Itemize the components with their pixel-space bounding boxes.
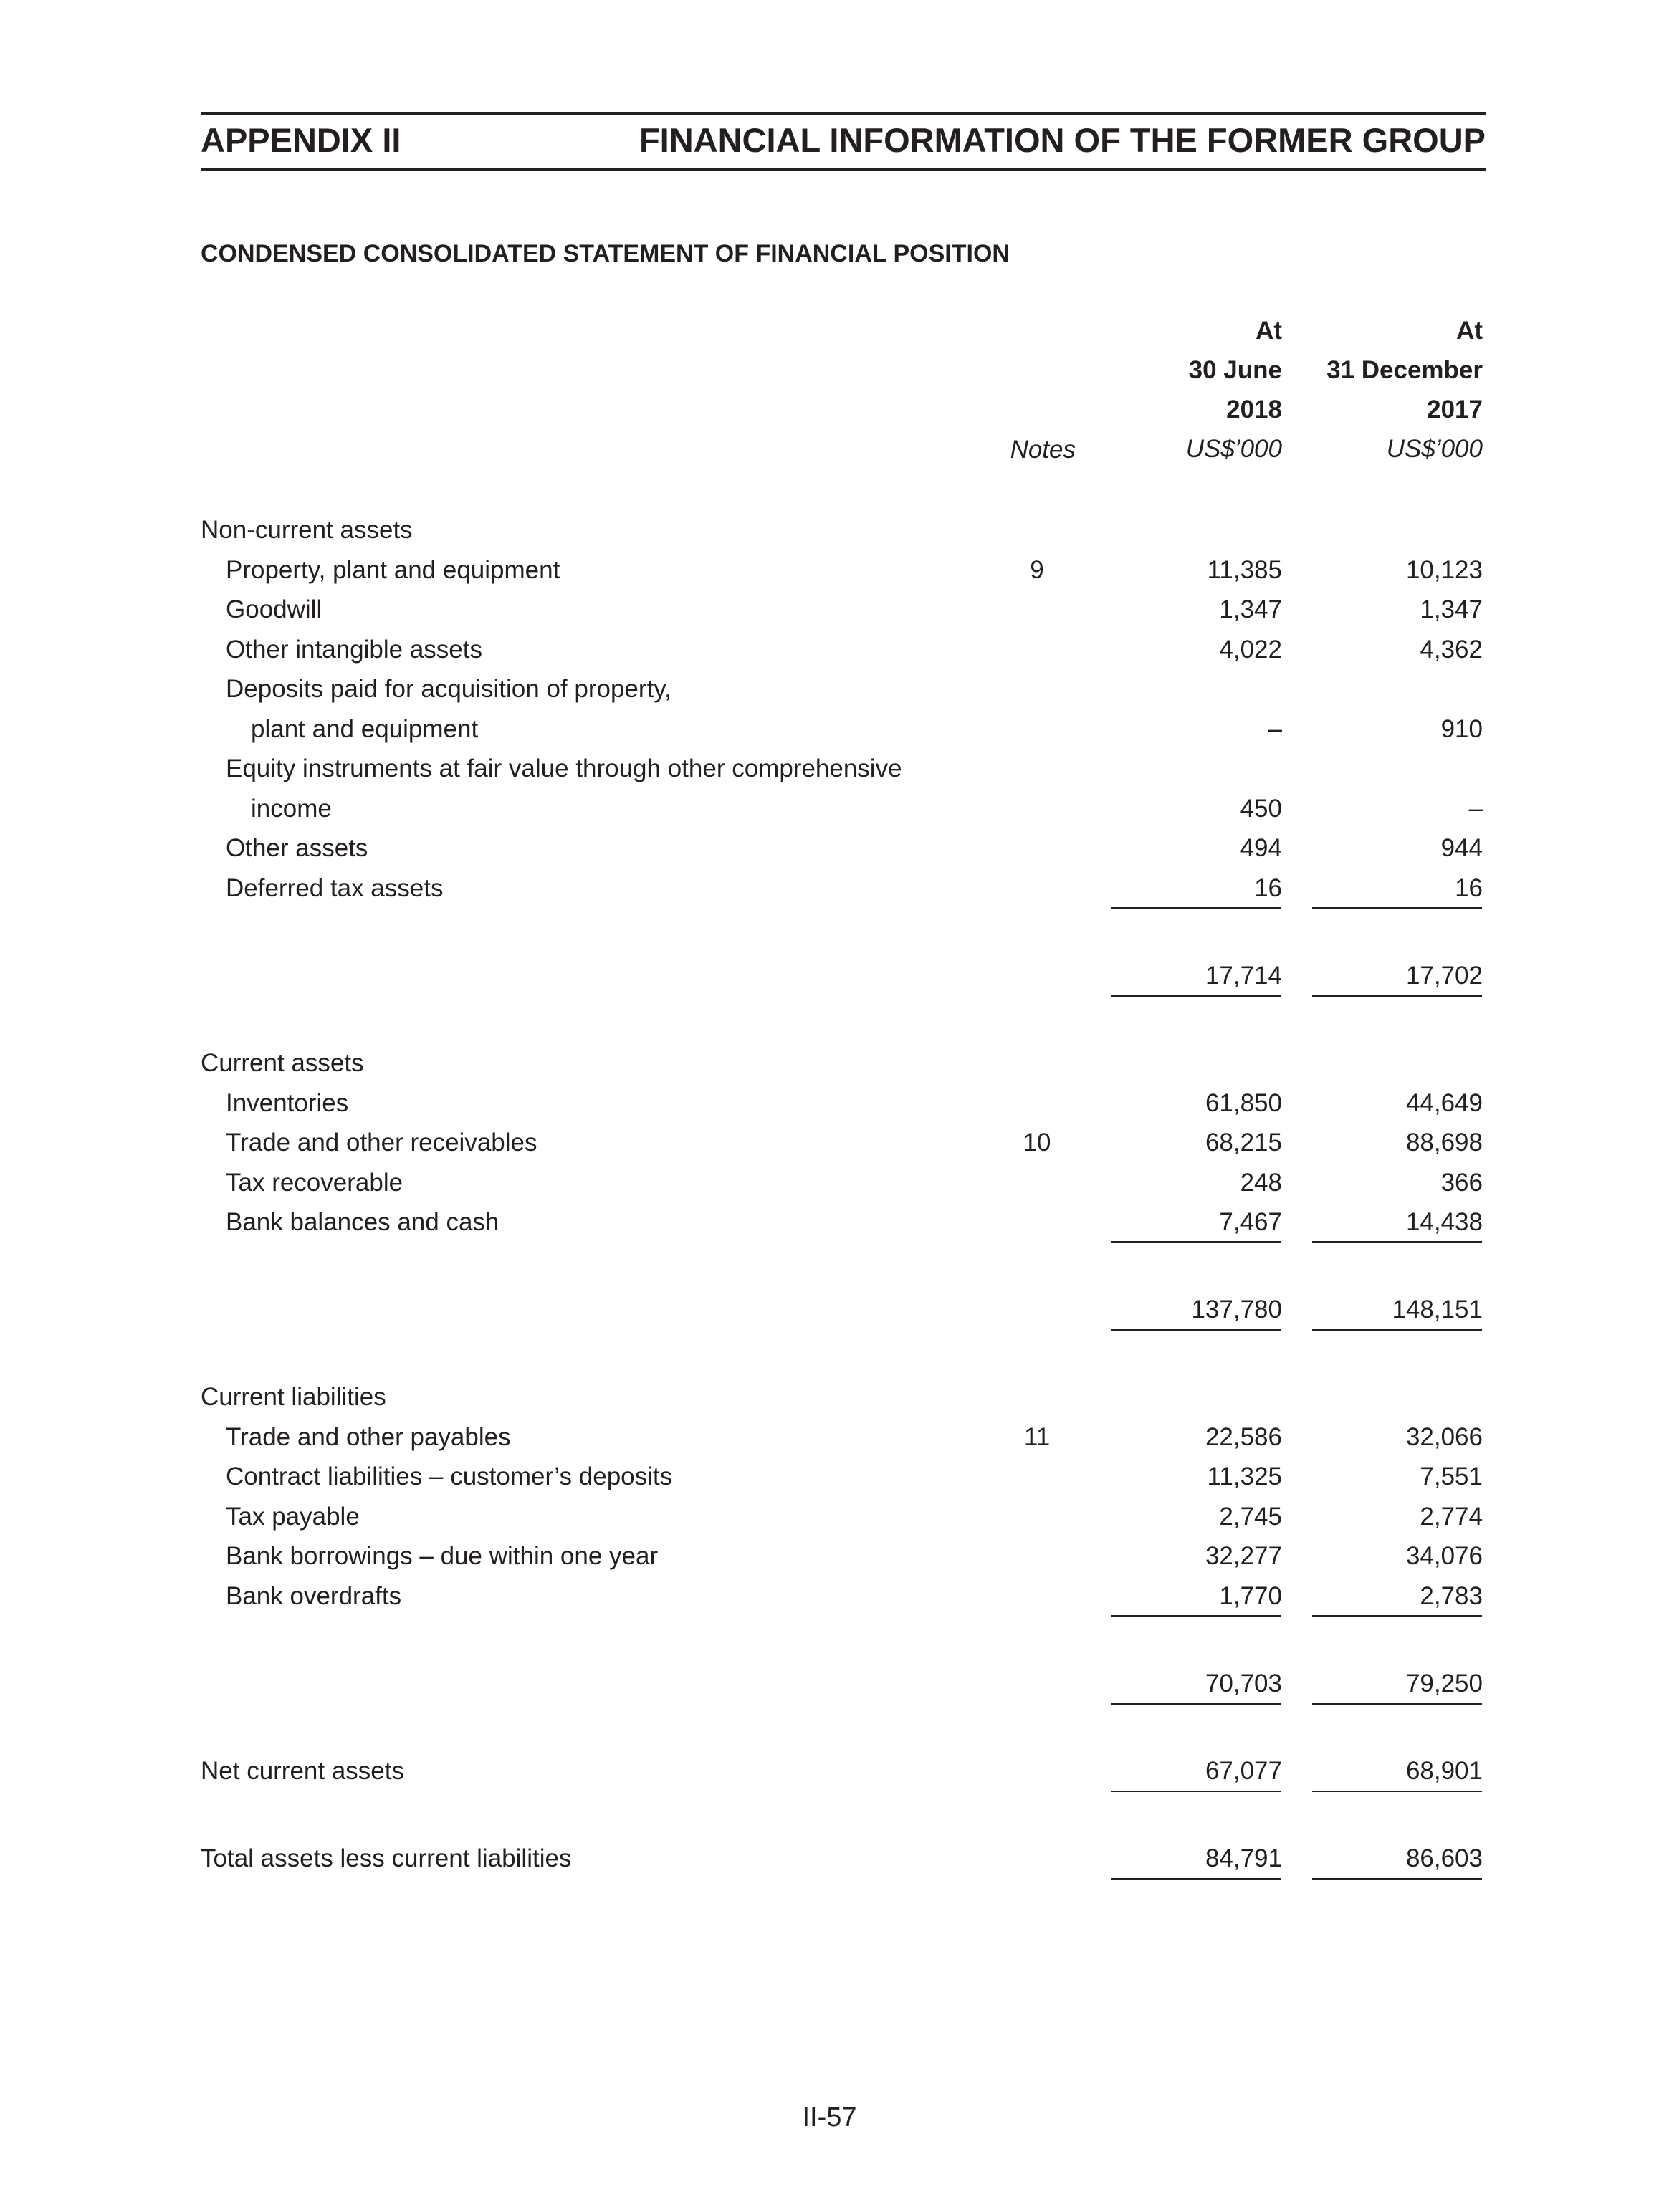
header-top-rule (201, 112, 1486, 115)
row-label: Contract liabilities – customer’s deposits (226, 1462, 673, 1490)
appendix-label: APPENDIX II (201, 121, 401, 159)
row-value-2018: 4,022 (1219, 636, 1282, 664)
row-label: Deferred tax assets (226, 874, 444, 902)
total-rule (1111, 995, 1281, 997)
row-value-2018: 67,077 (1205, 1757, 1282, 1785)
row-value-2017: 88,698 (1405, 1129, 1483, 1157)
row-value-2018: 450 (1240, 795, 1282, 823)
table-row (0, 1751, 1659, 1791)
row-label: Bank overdrafts (226, 1582, 402, 1610)
total-rule (1312, 995, 1482, 997)
subtotal-rule (1312, 1615, 1482, 1617)
row-value-2017: 2,783 (1420, 1582, 1483, 1610)
subtotal-row (0, 1290, 1659, 1329)
row-label: Goodwill (226, 595, 322, 623)
total-rule (1111, 1791, 1281, 1792)
row-label: Non-current assets (201, 516, 413, 544)
row-value-2018: 61,850 (1205, 1089, 1282, 1117)
table-row (0, 1576, 1659, 1616)
table-row (0, 709, 1659, 749)
row-value-2018: – (1268, 715, 1282, 743)
subtotal-rule (1111, 1615, 1281, 1617)
table-row (0, 1457, 1659, 1496)
row-value-2017: 44,649 (1405, 1089, 1483, 1117)
table-row (0, 1163, 1659, 1202)
col2-line2: 31 December (1326, 356, 1483, 384)
row-label: Trade and other payables (226, 1423, 511, 1451)
subtotal-rule (1111, 907, 1281, 909)
total-rule (1111, 1329, 1281, 1331)
row-value-2018: 17,714 (1205, 962, 1282, 990)
row-value-2017: 79,250 (1405, 1670, 1483, 1698)
subtotal-row (0, 956, 1659, 995)
row-value-2017: 148,151 (1392, 1296, 1483, 1323)
row-label: Tax recoverable (226, 1169, 403, 1197)
table-row (0, 1043, 1659, 1083)
row-value-2018: 11,385 (1207, 556, 1282, 584)
appendix-title: FINANCIAL INFORMATION OF THE FORMER GROUP (639, 121, 1486, 159)
table-row (0, 828, 1659, 868)
statement-title: CONDENSED CONSOLIDATED STATEMENT OF FINANCIAL POSITION (201, 240, 1010, 267)
row-label: Net current assets (201, 1757, 404, 1785)
table-row (0, 868, 1659, 908)
subtotal-rule (1312, 1241, 1482, 1243)
row-value-2017: 14,438 (1405, 1208, 1483, 1236)
col2-unit: US$’000 (1386, 435, 1483, 463)
row-label: Property, plant and equipment (226, 556, 560, 584)
total-rule (1312, 1878, 1482, 1880)
row-label: Trade and other receivables (226, 1129, 537, 1157)
row-value-2017: 17,702 (1405, 962, 1483, 990)
table-row (0, 510, 1659, 550)
column-header-30-june-2018 (1186, 311, 1282, 469)
table-row (0, 1497, 1659, 1536)
table-row (0, 550, 1659, 590)
col1-line3: 2018 (1226, 396, 1282, 423)
total-rule (1312, 1703, 1482, 1705)
row-value-2018: 248 (1240, 1169, 1282, 1197)
notes-column-header: Notes (1010, 436, 1076, 464)
row-label: Other intangible assets (226, 636, 482, 664)
row-label: Equity instruments at fair value through other comprehensive (226, 755, 902, 782)
row-value-2017: 68,901 (1405, 1757, 1483, 1785)
row-label: Bank balances and cash (226, 1208, 499, 1236)
header-bottom-rule (201, 168, 1486, 171)
row-value-2018: 16 (1254, 874, 1282, 902)
table-row (0, 1083, 1659, 1123)
subtotal-row (0, 1664, 1659, 1703)
row-label: income (251, 795, 332, 823)
row-value-2017: 32,066 (1405, 1423, 1483, 1451)
row-label: Inventories (226, 1089, 349, 1117)
row-label: plant and equipment (251, 715, 479, 743)
table-row (0, 1839, 1659, 1878)
row-note: 9 (1030, 556, 1044, 584)
row-value-2017: 944 (1440, 834, 1483, 862)
col1-line2: 30 June (1188, 356, 1282, 384)
row-label: Total assets less current liabilities (201, 1844, 572, 1872)
col1-line1: At (1256, 317, 1282, 345)
subtotal-rule (1111, 1241, 1281, 1243)
table-row (0, 630, 1659, 669)
total-rule (1312, 1329, 1482, 1331)
row-value-2018: 7,467 (1219, 1208, 1282, 1236)
row-note: 10 (1023, 1129, 1051, 1157)
row-value-2018: 1,770 (1219, 1582, 1282, 1610)
row-value-2018: 22,586 (1205, 1423, 1282, 1451)
row-label: Tax payable (226, 1503, 360, 1531)
row-value-2017: 366 (1440, 1169, 1483, 1197)
table-row (0, 669, 1659, 709)
row-value-2018: 494 (1240, 834, 1282, 862)
subtotal-rule (1312, 907, 1482, 909)
row-value-2018: 70,703 (1205, 1670, 1282, 1698)
row-value-2017: 86,603 (1405, 1844, 1483, 1872)
table-row (0, 1377, 1659, 1417)
row-value-2018: 137,780 (1191, 1296, 1282, 1323)
total-rule (1312, 1791, 1482, 1792)
row-value-2018: 32,277 (1205, 1542, 1282, 1570)
table-row (0, 789, 1659, 828)
col2-line1: At (1456, 317, 1483, 345)
row-value-2018: 84,791 (1205, 1844, 1282, 1872)
col2-line3: 2017 (1427, 396, 1483, 423)
table-row (0, 590, 1659, 629)
row-value-2018: 1,347 (1219, 595, 1282, 623)
row-value-2017: 1,347 (1420, 595, 1483, 623)
row-value-2017: 910 (1440, 715, 1483, 743)
table-row (0, 1417, 1659, 1457)
row-value-2018: 11,325 (1207, 1462, 1282, 1490)
row-value-2017: 2,774 (1420, 1503, 1483, 1531)
total-rule (1111, 1703, 1281, 1705)
row-value-2017: 10,123 (1405, 556, 1483, 584)
row-value-2018: 68,215 (1205, 1129, 1282, 1157)
row-label: Bank borrowings – due within one year (226, 1542, 659, 1570)
row-label: Deposits paid for acquisition of property, (226, 675, 671, 703)
table-row (0, 1536, 1659, 1576)
row-value-2017: 34,076 (1405, 1542, 1483, 1570)
row-value-2017: – (1468, 795, 1483, 823)
row-value-2017: 4,362 (1420, 636, 1483, 664)
row-value-2017: 16 (1455, 874, 1483, 902)
table-row (0, 1123, 1659, 1162)
row-value-2018: 2,745 (1219, 1503, 1282, 1531)
table-row (0, 1202, 1659, 1242)
row-label: Other assets (226, 834, 368, 862)
row-value-2017: 7,551 (1420, 1462, 1483, 1490)
table-row (0, 749, 1659, 788)
row-label: Current assets (201, 1049, 364, 1077)
column-header-31-december-2017 (1326, 311, 1483, 469)
total-rule (1111, 1878, 1281, 1880)
row-label: Current liabilities (201, 1383, 386, 1411)
col1-unit: US$’000 (1185, 435, 1282, 463)
row-note: 11 (1023, 1423, 1051, 1451)
page-number: II-57 (802, 2102, 857, 2132)
